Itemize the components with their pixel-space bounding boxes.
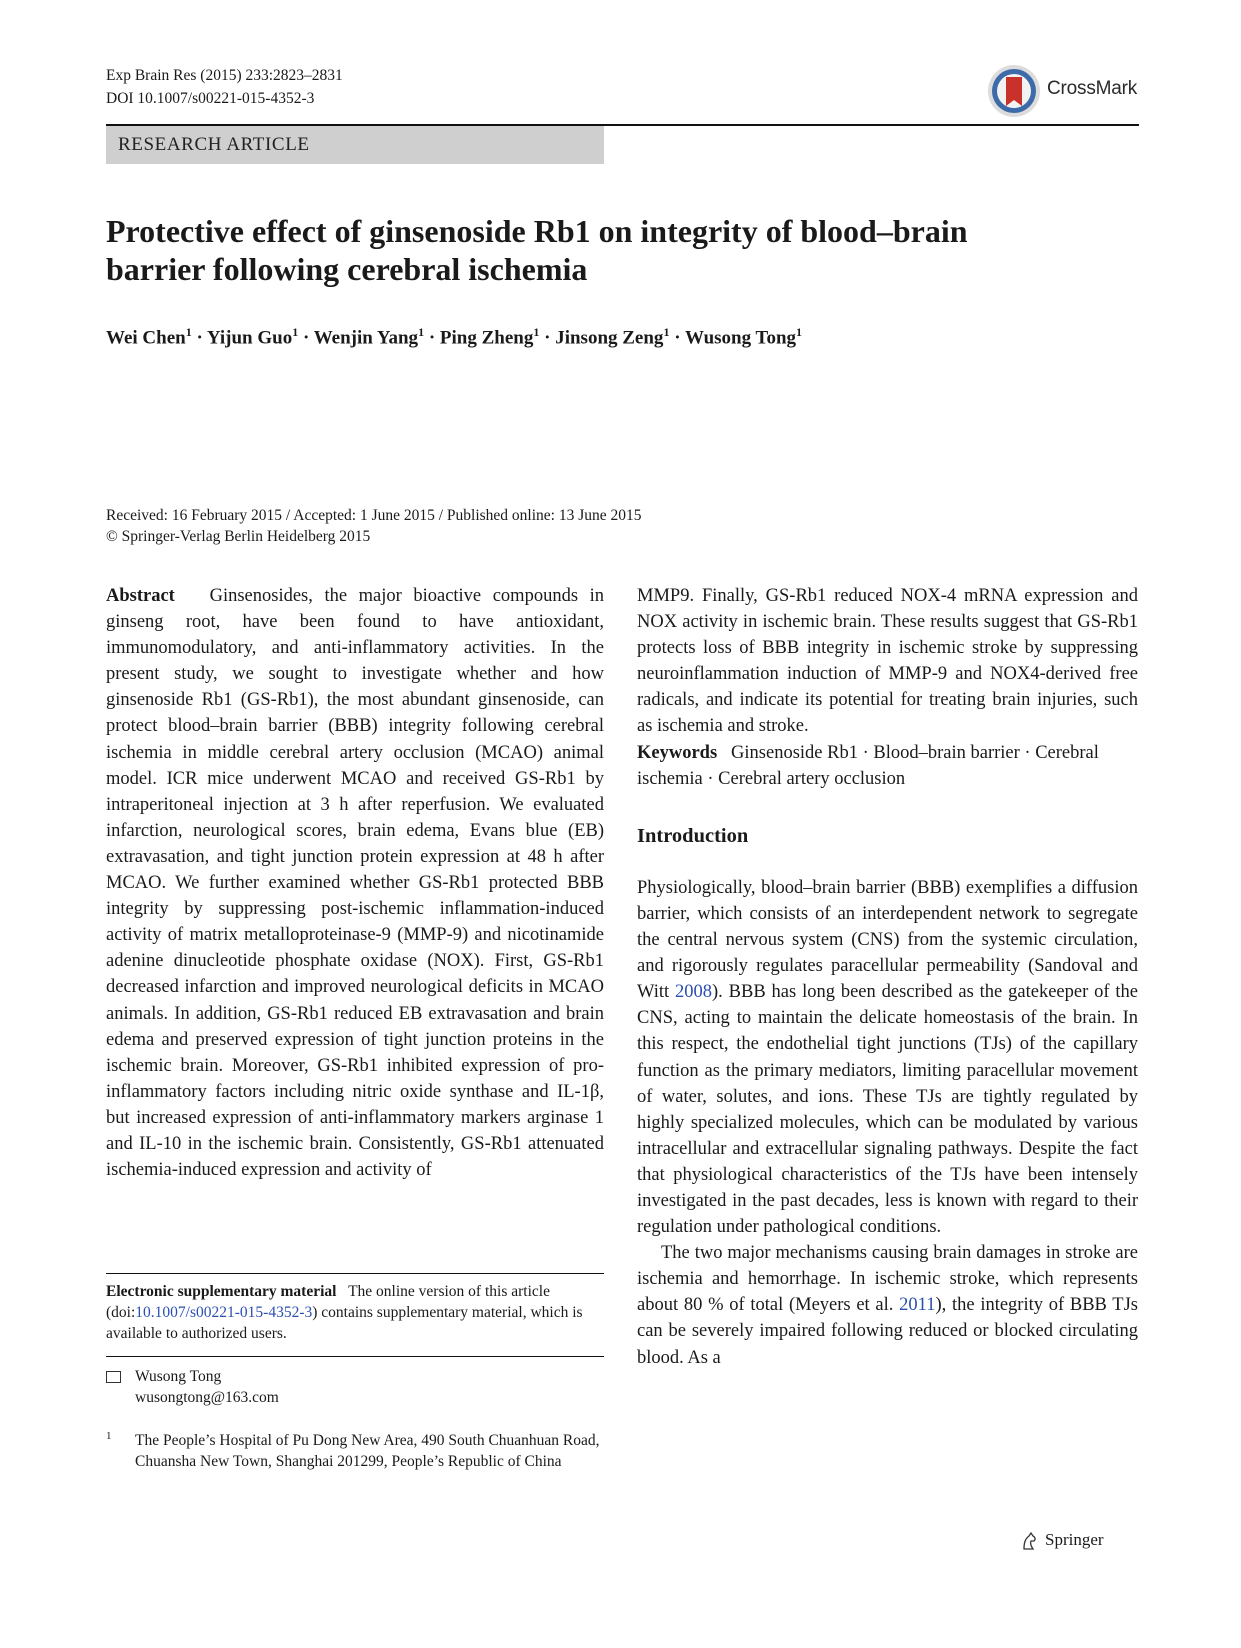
keywords [637,740,1138,792]
author-name[interactable]: Jinsong Zeng [555,327,664,349]
esm-text: The online version of this article (doi: [106,1283,550,1321]
author-name[interactable]: Ping Zheng [439,327,534,349]
author-separator: · [424,327,440,349]
springer-horse-icon [1021,1531,1039,1551]
title-line-1: Protective effect of ginsenoside Rb1 on integrity of blood–brain [106,213,968,249]
author-name[interactable]: Wei Chen [106,327,186,349]
esm-text-cont: ) contains supplementary material, which is available to authorized users. [106,1304,583,1342]
footnote-rule [106,1273,604,1274]
right-column [637,583,1138,1371]
left-column [106,583,604,1183]
intro-p1-text-cont: ). BBB has long been described as the gatekeeper of the CNS, acting to maintain the delicate homeostasis of the brain. In this respect, the endothelial tight junctions (TJs) of the capillary function as the primary mediators, limiting paracellular movement of water, solutes, and ions. These TJs are tightly regulated by highly specialized molecules, which can be modulated by various intracellular and extracellular signaling pathways. Despite the fact that physiological characteristics of the TJs have been intensely investigated in the past decades, less is known with regard to their regulation under pathological conditions. [637,982,1138,1238]
author-separator: · [669,327,685,349]
copyright-notice: © Springer-Verlag Berlin Heidelberg 2015 [106,528,371,545]
correspondence [106,1366,604,1408]
introduction-paragraph-1 [637,875,1138,1240]
affiliation-text: The People’s Hospital of Pu Dong New Area, 490 South Chuanhuan Road, Chuansha New Town, Shanghai 201299, People’s Republic of China [135,1432,600,1470]
citation-link[interactable]: 2008 [675,982,713,1003]
crossmark-badge[interactable] [987,62,1139,120]
author-separator: · [298,327,314,349]
publisher-name: Springer [1045,1530,1104,1549]
author-affiliation-mark: 1 [533,325,540,339]
intro-p2-text-cont: ), the integrity of BBB TJs can be severely impaired following reduced or blocked circulating blood. As a [637,1295,1138,1368]
abstract-continuation: MMP9. Finally, GS-Rb1 reduced NOX-4 mRNA expression and NOX activity in ischemic brain. These results suggest that GS-Rb1 protects loss of BBB integrity in ischemic stroke by suppressing neuroinflammation induction of MMP-9 and NOX4-derived free radicals, and indicate its potential for treating brain injuries, such as ischemia and stroke. [637,586,1138,737]
journal-citation: Exp Brain Res (2015) 233:2823–2831 [106,67,343,84]
author-separator: · [539,327,556,349]
introduction-paragraph-2 [637,1240,1138,1370]
correspondence-rule [106,1356,604,1357]
citation-link[interactable]: 2011 [899,1295,936,1316]
abstract-paragraph [106,583,604,1183]
abstract-text: Ginsenosides, the major bioactive compounds in ginseng root, have been found to have antioxidant, immunomodulatory, and anti-inflammatory activities. In the present study, we sought to investigate whether and how ginsenoside Rb1 (GS-Rb1), the most abundant ginsenoside, can protect blood–brain barrier (BBB) integrity following cerebral ischemia in middle cerebral artery occlusion (MCAO) animal model. ICR mice underwent MCAO and received GS-Rb1 by intraperitoneal injection at 3 h after reperfusion. We evaluated infarction, neurological scores, brain edema, Evans blue (EB) extravasation, and tight junction protein expression at 48 h after MCAO. We further examined whether GS-Rb1 protected BBB integrity by suppressing post-ischemic inflammation-induced activity of matrix metalloproteinase-9 (MMP-9) and nicotinamide adenine dinucleotide phosphate oxidase (NOX). First, GS-Rb1 decreased infarction and improved neurological deficits in MCAO animals. In addition, GS-Rb1 reduced EB extravasation and brain edema and preserved expression of tight junction proteins in the ischemic brain. Moreover, GS-Rb1 inhibited expression of pro-inflammatory factors including nitric oxide synthase and IL-1β, but increased expression of anti-inflammatory markers arginase 1 and IL-10 in the ischemic brain. Consistently, GS-Rb1 attenuated ischemia-induced expression and activity of [106,586,604,1181]
journal-info [106,64,343,110]
intro-p1-text: Physiologically, blood–brain barrier (BBB) exemplifies a diffusion barrier, which consists of an interdependent network to segregate the central nervous system (CNS) from the systemic circulation, and rigorously regulates paracellular permeability (Sandoval and Witt [637,877,1138,1003]
crossmark-label: CrossMark [1047,78,1138,99]
author-affiliation-mark: 1 [292,325,299,339]
introduction-heading: Introduction [637,824,749,847]
esm-label: Electronic supplementary material [106,1283,337,1300]
author-list [106,325,802,349]
author-name[interactable]: Wenjin Yang [313,327,419,349]
crossmark-icon [987,64,1041,118]
author-name[interactable]: Wusong Tong [684,327,797,349]
keywords-label: Keywords [637,742,718,763]
author-affiliation-mark: 1 [185,325,192,339]
author-separator: · [191,327,207,349]
affiliation-number: 1 [106,1430,112,1442]
abstract-label: Abstract [106,586,175,606]
intro-p2-text: The two major mechanisms causing brain damages in stroke are ischemia and hemorrhage. In ischemic stroke, which represents about 80 % of total (Meyers et al. [637,1243,1138,1316]
corresponding-author: Wusong Tong [135,1368,222,1385]
publication-history: Received: 16 February 2015 / Accepted: 1 June 2015 / Published online: 13 June 2015 [106,507,642,524]
article-dates [106,505,642,547]
supplementary-material-note [106,1281,604,1344]
publisher-logo [1045,1530,1104,1550]
article-title [106,212,1106,288]
author-affiliation-mark: 1 [418,325,425,339]
article-type-label: RESEARCH ARTICLE [118,134,310,155]
affiliation [106,1430,604,1472]
title-line-2: barrier following cerebral ischemia [106,251,588,287]
author-affiliation-mark: 1 [796,325,803,339]
keywords-text: Ginsenoside Rb1 · Blood–brain barrier · Cerebral ischemia · Cerebral artery occlusion [637,742,1099,789]
author-name[interactable]: Yijun Guo [206,327,293,349]
envelope-icon [106,1371,121,1383]
article-doi: DOI 10.1007/s00221-015-4352-3 [106,90,315,107]
esm-doi-link[interactable]: 10.1007/s00221-015-4352-3 [135,1304,313,1321]
article-type-banner [106,126,604,164]
author-affiliation-mark: 1 [663,325,670,339]
corresponding-email[interactable]: wusongtong@163.com [135,1389,279,1406]
